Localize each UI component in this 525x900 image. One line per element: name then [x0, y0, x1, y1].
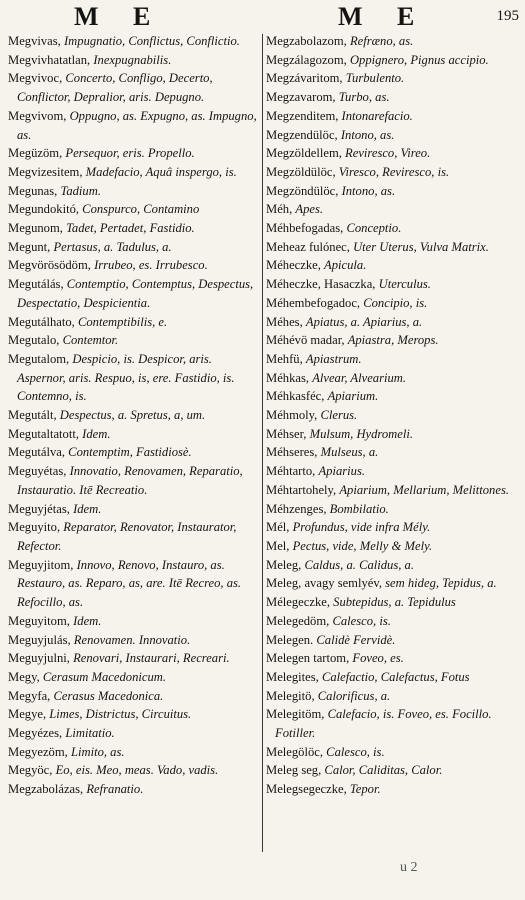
dictionary-entry	[266, 443, 522, 462]
dictionary-entry	[8, 462, 260, 499]
headword: Mélegeczke,	[266, 595, 330, 610]
latin-definition: Calidè Fervidè.	[316, 632, 396, 647]
latin-definition: Madefacio, Aquâ inspergo, is.	[85, 164, 237, 179]
headword: Megye,	[8, 707, 47, 722]
dictionary-entry	[8, 687, 260, 706]
headword: Mel,	[266, 538, 290, 553]
headword: Megundokitó,	[8, 202, 80, 217]
headword: Megvörösödöm,	[8, 258, 91, 273]
dictionary-entry	[8, 649, 260, 668]
dictionary-entry	[8, 612, 260, 631]
latin-definition: Calor, Caliditas, Calor.	[324, 763, 443, 778]
latin-definition: Oppugno, as. Expugno, as. Impugno, as.	[17, 108, 257, 142]
dictionary-entry	[8, 443, 260, 462]
dictionary-entry	[266, 481, 522, 500]
latin-definition: Eo, eis. Meo, meas. Vado, vadis.	[55, 763, 219, 778]
latin-definition: Inexpugnabilis.	[93, 52, 172, 67]
latin-definition: Contemptim, Fastidiosè.	[68, 445, 192, 460]
latin-definition: Calorificus, a.	[317, 688, 391, 703]
dictionary-entry	[8, 200, 260, 219]
headword: Melegsegeczke,	[266, 782, 347, 797]
latin-definition: Apiatus, a. Apiarius, a.	[305, 314, 423, 329]
headword: Méhes,	[266, 314, 303, 329]
dictionary-entry	[266, 743, 522, 762]
headword: Megzendülöc,	[266, 127, 338, 142]
latin-definition: Innovo, Renovo, Instauro, as. Restauro, as. Reparo, as, are. Itē Recreo, as. Refocillo, as.	[17, 557, 242, 610]
dictionary-entry	[266, 425, 522, 444]
dictionary-entry	[8, 761, 260, 780]
headword: Megzavarom,	[266, 90, 336, 105]
running-head-right: M E	[338, 2, 429, 31]
latin-definition: Intono, as.	[340, 127, 395, 142]
dictionary-entry	[266, 574, 522, 593]
dictionary-entry	[266, 256, 522, 275]
dictionary-entry	[8, 425, 260, 444]
headword: Megvivas,	[8, 34, 61, 48]
headword: Melegen.	[266, 632, 314, 647]
headword: Megutálhato,	[8, 314, 75, 329]
dictionary-entry	[266, 537, 522, 556]
headword: Megutalo,	[8, 333, 60, 348]
headword: Meguyjétas,	[8, 501, 70, 516]
latin-definition: Irrubeo, es. Irrubesco.	[94, 258, 208, 273]
latin-definition: Limito, as.	[70, 744, 125, 759]
headword: Megzöldellem,	[266, 146, 342, 161]
headword: Megutalom,	[8, 351, 70, 366]
headword: Méhbefogadas,	[266, 221, 344, 236]
headword: Méh,	[266, 202, 293, 217]
latin-definition: Despectus, a. Spretus, a, um.	[59, 408, 206, 423]
headword: Meguyjulás,	[8, 632, 71, 647]
latin-definition: Conceptio.	[346, 221, 402, 236]
latin-definition: Tadium.	[60, 183, 101, 198]
dictionary-entry	[266, 88, 522, 107]
headword: Méhkas,	[266, 370, 310, 385]
headword: Megzöldülöc,	[266, 164, 336, 179]
headword: Megzenditem,	[266, 108, 339, 123]
headword: Megunom,	[8, 221, 63, 236]
dictionary-entry	[8, 51, 260, 70]
latin-definition: Intonarefacio.	[341, 108, 413, 123]
latin-definition: Idem.	[73, 613, 102, 628]
dictionary-entry	[266, 668, 522, 687]
latin-definition: Bombilatio.	[329, 501, 389, 516]
headword: Megyezöm,	[8, 744, 68, 759]
latin-definition: Alvear, Alvearium.	[312, 370, 407, 385]
latin-definition: Clerus.	[320, 408, 358, 423]
headword: Melegen tartom,	[266, 651, 350, 666]
headword: Meguyjitom,	[8, 557, 74, 572]
latin-definition: Apiarium.	[327, 389, 379, 404]
left-column	[8, 32, 260, 799]
latin-definition: Tadet, Pertadet, Fastidio.	[66, 221, 195, 236]
dictionary-entry	[8, 518, 260, 555]
dictionary-entry	[266, 518, 522, 537]
latin-definition: Renovamen. Innovatio.	[73, 632, 191, 647]
dictionary-entry	[266, 294, 522, 313]
latin-definition: Calefactio, Calefactus, Fotus	[321, 669, 470, 684]
headword: Megyézes,	[8, 726, 63, 741]
running-head-left: M E	[74, 2, 165, 31]
headword: Megvivom,	[8, 108, 67, 123]
dictionary-entry	[266, 649, 522, 668]
latin-definition: Tepor.	[349, 782, 381, 797]
page-number: 195	[496, 8, 519, 24]
dictionary-entry	[266, 219, 522, 238]
dictionary-entry	[266, 761, 522, 780]
headword: Megyöc,	[8, 763, 53, 778]
dictionary-entry	[8, 144, 260, 163]
latin-definition: Pectus, vide, Melly & Mely.	[292, 538, 433, 553]
latin-definition: Apicula.	[324, 258, 367, 273]
dictionary-entry	[266, 331, 522, 350]
headword: Méhmoly,	[266, 408, 318, 423]
dictionary-entry	[8, 631, 260, 650]
latin-definition: sem hideg, Tepidus, a.	[385, 576, 497, 591]
latin-definition: Viresco, Reviresco, is.	[338, 164, 450, 179]
headword: Meguyito,	[8, 520, 61, 535]
headword: Méhévö madar,	[266, 333, 345, 348]
headword: Megvivoc,	[8, 71, 63, 86]
dictionary-entry	[8, 556, 260, 612]
dictionary-entry	[266, 687, 522, 706]
dictionary-entry	[266, 144, 522, 163]
signature-mark: u 2	[400, 860, 418, 875]
headword: Melegölöc,	[266, 744, 324, 759]
dictionary-entry	[266, 126, 522, 145]
headword: Melegitö,	[266, 688, 315, 703]
headword: Méhembefogadoc,	[266, 295, 361, 310]
latin-definition: Contemptio, Contemptus, Despectus, Despectatio, Despicientia.	[17, 277, 254, 310]
latin-definition: Pertasus, a. Tadulus, a.	[53, 239, 172, 254]
headword: Megzabolazom,	[266, 34, 347, 48]
headword: Méhtartohely,	[266, 482, 337, 497]
latin-definition: Limitatio.	[65, 726, 115, 741]
latin-definition: Despicio, is. Despicor, aris. Aspernor, aris. Respuo, is, ere. Fastidio, is. Contemno, is.	[17, 351, 235, 404]
headword: Megzöndülöc,	[266, 183, 339, 198]
dictionary-entry	[8, 406, 260, 425]
dictionary-entry	[8, 182, 260, 201]
dictionary-entry	[266, 313, 522, 332]
dictionary-entry	[8, 256, 260, 275]
headword: Megutált,	[8, 408, 57, 423]
dictionary-entry	[8, 350, 260, 406]
headword: Méhseres,	[266, 445, 318, 460]
headword: Mehfü,	[266, 351, 303, 366]
latin-definition: Foveo, es.	[352, 651, 404, 666]
dictionary-entry	[8, 275, 260, 312]
latin-definition: Innovatio, Renovamen, Reparatio, Instauratio. Itē Recreatio.	[17, 464, 243, 497]
dictionary-entry	[266, 593, 522, 612]
latin-definition: Mulseus, a.	[320, 445, 379, 460]
dictionary-entry	[266, 780, 522, 799]
latin-definition: Conspurco, Contamino	[82, 202, 200, 217]
latin-definition: Apiarium, Mellarium, Melittones.	[339, 482, 509, 497]
headword: Melegites,	[266, 669, 319, 684]
latin-definition: Uter Uterus, Vulva Matrix.	[353, 239, 489, 254]
dictionary-entry	[266, 705, 522, 742]
headword: Megzávaritom,	[266, 71, 343, 86]
dictionary-entry	[266, 462, 522, 481]
dictionary-entry	[266, 182, 522, 201]
latin-definition: Mulsum, Hydromeli.	[309, 426, 413, 441]
dictionary-entry	[266, 51, 522, 70]
latin-definition: Concerto, Confligo, Decerto, Conflictor, Depralior, aris. Depugno.	[17, 71, 213, 105]
headword: Megutaltatott,	[8, 426, 79, 441]
latin-definition: Persequor, eris. Propello.	[65, 146, 195, 161]
headword: Meleg, avagy semlyév,	[266, 576, 382, 591]
dictionary-entry	[266, 350, 522, 369]
dictionary-entry	[266, 556, 522, 575]
dictionary-entry	[8, 32, 260, 51]
latin-definition: Calesco, is.	[326, 744, 385, 759]
dictionary-entry	[266, 369, 522, 388]
dictionary-entry	[266, 275, 522, 294]
latin-definition: Idem.	[73, 501, 102, 516]
headword: Meguyitom,	[8, 613, 70, 628]
dictionary-entry	[266, 387, 522, 406]
headword: Megzabolázas,	[8, 782, 84, 797]
dictionary-entry	[8, 668, 260, 687]
dictionary-entry	[8, 724, 260, 743]
latin-definition: Intono, as.	[341, 183, 396, 198]
latin-definition: Refranatio.	[86, 782, 144, 797]
headword: Megyfa,	[8, 688, 51, 703]
dictionary-entry	[8, 238, 260, 257]
headword: Melegedöm,	[266, 613, 330, 628]
headword: Méheczke, Hasaczka,	[266, 277, 376, 292]
latin-definition: Impugnatio, Conflictus, Conflictio.	[63, 34, 240, 48]
latin-definition: Refræno, as.	[349, 34, 414, 48]
latin-definition: Subtepidus, a. Tepidulus	[333, 595, 456, 610]
column-divider	[262, 34, 263, 852]
latin-definition: Turbulento.	[345, 71, 405, 86]
dictionary-entry	[8, 313, 260, 332]
latin-definition: Contemtor.	[62, 333, 119, 348]
dictionary-entry	[266, 612, 522, 631]
latin-definition: Apiastrum.	[305, 351, 362, 366]
headword: Megvizesitem,	[8, 164, 83, 179]
latin-definition: Turbo, as.	[338, 90, 390, 105]
dictionary-entry	[266, 69, 522, 88]
dictionary-entry	[266, 200, 522, 219]
headword: Melegitöm,	[266, 707, 325, 722]
dictionary-entry	[8, 705, 260, 724]
dictionary-entry	[8, 163, 260, 182]
latin-definition: Renovari, Instaurari, Recreari.	[73, 651, 230, 666]
headword: Megy,	[8, 669, 40, 684]
headword: Méhkasféc,	[266, 389, 325, 404]
latin-definition: Caldus, a. Calidus, a.	[304, 557, 414, 572]
latin-definition: Idem.	[82, 426, 111, 441]
latin-definition: Reviresco, Vireo.	[345, 146, 431, 161]
latin-definition: Apes.	[295, 202, 324, 217]
dictionary-entry	[8, 107, 260, 144]
latin-definition: Apiastra, Merops.	[347, 333, 439, 348]
headword: Meguyjulni,	[8, 651, 70, 666]
headword: Megunt,	[8, 239, 51, 254]
dictionary-entry	[8, 219, 260, 238]
latin-definition: Concipio, is.	[363, 295, 428, 310]
dictionary-entry	[266, 238, 522, 257]
headword: Méheczke,	[266, 258, 321, 273]
dictionary-entry	[8, 743, 260, 762]
latin-definition: Reparator, Renovator, Instaurator, Refector.	[17, 520, 237, 553]
right-column	[266, 32, 522, 799]
headword: Meleg seg,	[266, 763, 322, 778]
dictionary-entry	[266, 107, 522, 126]
headword: Meleg,	[266, 557, 302, 572]
dictionary-entry	[8, 331, 260, 350]
latin-definition: Oppignero, Pignus accipio.	[349, 52, 489, 67]
dictionary-entry	[266, 32, 522, 51]
headword: Megvivhatatlan,	[8, 52, 91, 67]
latin-definition: Calefacio, is. Foveo, es. Focillo. Fotiller.	[275, 707, 492, 741]
latin-definition: Uterculus.	[378, 277, 431, 292]
latin-definition: Profundus, vide infra Mély.	[292, 520, 431, 535]
latin-definition: Calesco, is.	[332, 613, 391, 628]
dictionary-entry	[266, 631, 522, 650]
latin-definition: Apiarius.	[318, 464, 366, 479]
headword: Méhzenges,	[266, 501, 327, 516]
dictionary-entry	[266, 406, 522, 425]
dictionary-entry	[8, 69, 260, 106]
dictionary-entry	[266, 163, 522, 182]
latin-definition: Cerasus Macedonica.	[53, 688, 164, 703]
headword: Meguyétas,	[8, 464, 67, 479]
headword: Méhser,	[266, 426, 307, 441]
headword: Megutálás,	[8, 277, 64, 292]
headword: Meheaz fulónec,	[266, 239, 350, 254]
dictionary-entry	[266, 500, 522, 519]
headword: Megunas,	[8, 183, 58, 198]
latin-definition: Cerasum Macedonicum.	[42, 669, 166, 684]
dictionary-entry	[8, 500, 260, 519]
headword: Megutálva,	[8, 445, 66, 460]
latin-definition: Contemptibilis, e.	[77, 314, 168, 329]
headword: Megzálagozom,	[266, 52, 347, 67]
latin-definition: Limes, Districtus, Circuitus.	[49, 707, 192, 722]
headword: Mél,	[266, 520, 290, 535]
dictionary-entry	[8, 780, 260, 799]
headword: Megüzöm,	[8, 146, 63, 161]
headword: Méhtarto,	[266, 464, 316, 479]
page-header	[0, 0, 525, 30]
